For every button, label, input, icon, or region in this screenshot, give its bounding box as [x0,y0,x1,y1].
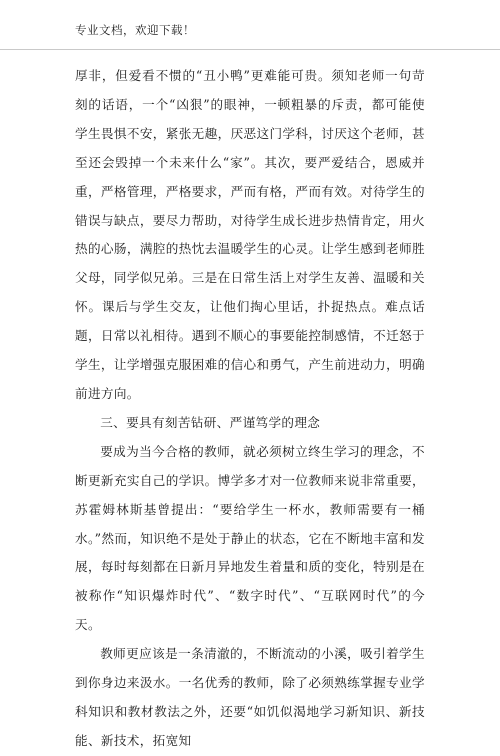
document-body [75,62,425,756]
header-text: 专业文档，欢迎下载！ [75,23,195,37]
paragraph-continuation: 厚非，但爱看不惯的“丑小鸭”更难能可贵。须知老师一句苛刻的话语，一个“凶狠”的眼神，一顿粗暴的斥责，都可能使学生畏惧不安，紧张无趣，厌恶这门学科，讨厌这个老师，甚至还会毁掉一个未来什么“家”。其次，要严爱结合，恩威并重，严格管理，严格要求，严而有格，严而有效。对待学生的错误与缺点，要尽力帮助，对待学生成长进步热情肯定，用火热的心肠，满腔的热忱去温暖学生的心灵。让学生感到老师胜父母，同学似兄弟。三是在日常生活上对学生友善、温暖和关怀。课后与学生交友，让他们掏心里话，扑捉热点。难点话题，日常以礼相待。遇到不顺心的事要能控制感情，不迁怒于学生，让学增强克服困难的信心和勇气，产生前进动力，明确前进方向。 [75,68,425,401]
paragraph-teacher-stream: 教师更应该是一条清澈的，不断流动的小溪，吸引着学生到你身边来汲水。一名优秀的教师，除了必须熟练掌握专业学科知识和教材教法之外，还要“如饥似渴地学习新知识、新技能、新技术，拓宽知 [75,646,425,748]
section-heading: 三、要具有刻苦钻研、严谨笃学的理念 [100,414,321,430]
paragraph-lifelong-learning: 要成为当今合格的教师，就必须树立终生学习的理念，不断更新充实自己的学识。博学多才对一位教师来说非常重要，苏霍姆林斯基曾提出：“要给学生一杯水，教师需要有一桶水。”然而，知识绝不是处于静止的状态，它在不断地丰富和发展，每时每刻都在日新月异地发生着量和质的变化，特别是在被称作“知识爆炸时代”、“数字时代”、“互联网时代”的今天。 [75,443,425,633]
page-header [0,0,500,50]
